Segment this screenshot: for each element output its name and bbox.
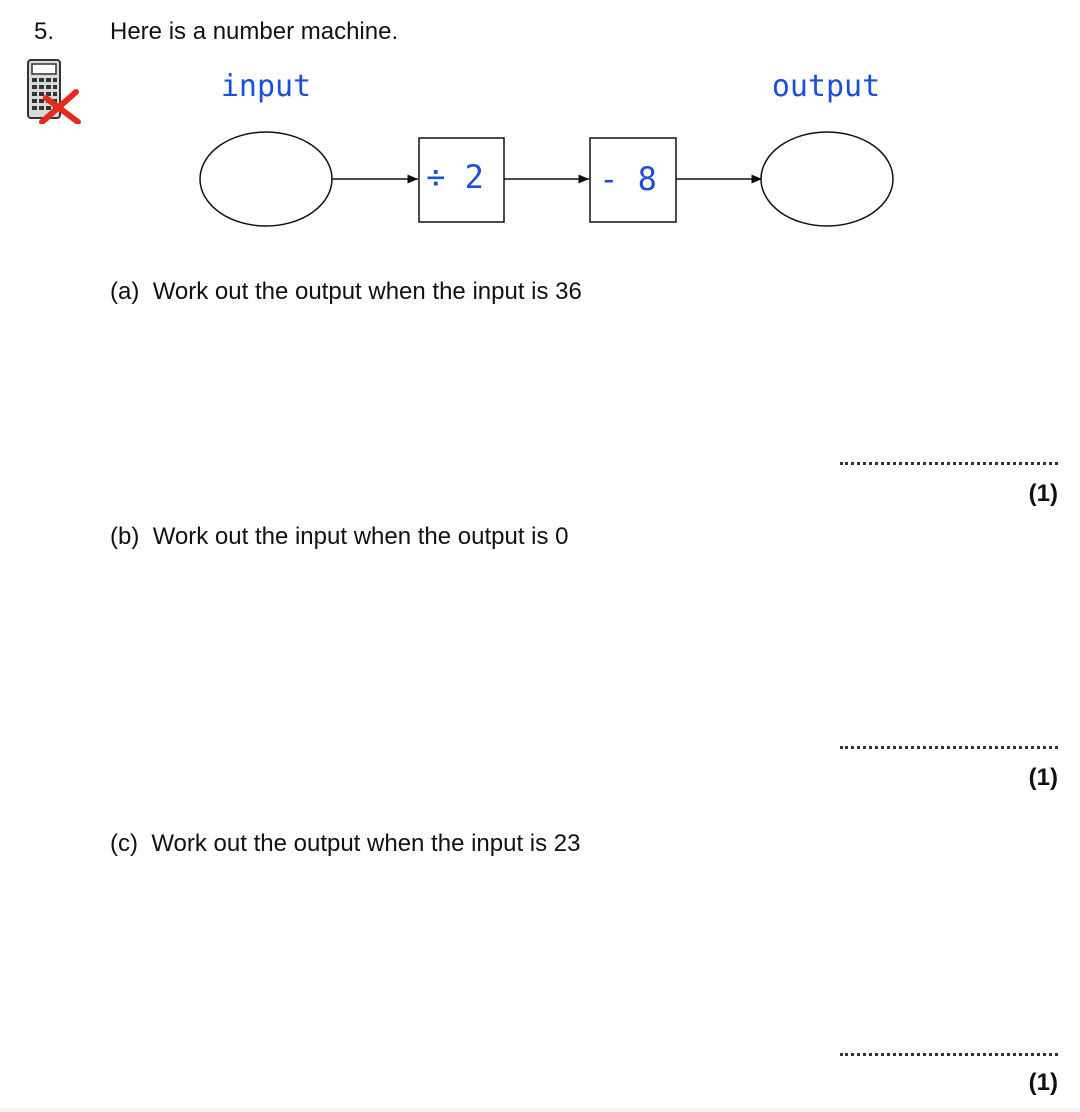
part-a-text: Work out the output when the input is 36 [152, 278, 582, 305]
part-b-label: (b) [110, 523, 140, 550]
operation-1-text: ÷ 2 [426, 158, 484, 196]
number-machine-diagram [190, 66, 910, 236]
part-c-answer-line[interactable] [840, 1053, 1058, 1056]
part-c-label: (c) [110, 830, 138, 857]
part-a-question [110, 278, 582, 306]
part-c-marks: (1) [1028, 1069, 1058, 1096]
no-calculator-icon [24, 58, 84, 124]
page-bottom-strip [0, 1108, 1080, 1112]
part-a-label: (a) [110, 278, 140, 305]
output-oval [761, 132, 893, 226]
input-label: input [220, 69, 312, 104]
part-a-marks: (1) [1028, 480, 1058, 507]
part-b-marks: (1) [1028, 764, 1058, 791]
part-a-answer-line[interactable] [840, 462, 1058, 465]
part-b-answer-line[interactable] [840, 746, 1058, 749]
output-label: output [771, 69, 881, 104]
part-c-question [110, 830, 581, 858]
part-b-text: Work out the input when the output is 0 [152, 523, 569, 550]
part-c-text: Work out the output when the input is 23 [151, 830, 581, 857]
operation-2-text: - 8 [599, 160, 657, 198]
question-number: 5. [34, 18, 55, 45]
input-oval [200, 132, 332, 226]
part-b-question [110, 523, 569, 551]
question-intro: Here is a number machine. [110, 18, 399, 45]
